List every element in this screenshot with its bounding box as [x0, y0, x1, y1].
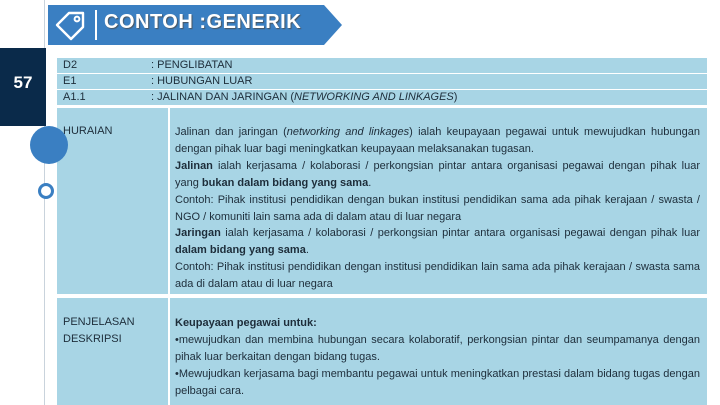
page-number: 57: [13, 73, 33, 92]
list-item: •Mewujudkan kerjasama bagi membantu pegawai untuk meningkatkan prestasi dalam bidang tugas dengan pelbagai cara.: [175, 367, 700, 397]
page-edge: [707, 52, 720, 405]
huraian-definition: Jalinan dan jaringan (networking and linkages) ialah keupayaan pegawai untuk mewujudkan hubungan dengan pihak luar bagi meningkatkan keupayaan melaksanakan tugasan.: [175, 126, 700, 155]
column-divider: [168, 298, 170, 405]
code-description: : JALINAN DAN JARINGAN (NETWORKING AND LINKAGES): [151, 91, 458, 103]
page-title: CONTOH :GENERIK: [104, 11, 302, 33]
penjelasan-text: [175, 315, 700, 400]
code-row-a11: [57, 89, 708, 105]
contoh-jaringan: Contoh: Pihak institusi pendidikan dengan institusi pendidikan lain sama ada pihak kerajaan / swasta sama ada di dalam atau di luar negara: [175, 261, 700, 291]
code-description: : PENGLIBATAN: [151, 59, 233, 71]
code-description: : HUBUNGAN LUAR: [151, 75, 253, 87]
jalinan-definition: Jalinan ialah kerjasama / kolaborasi / perkongsian pintar antara organisasi pegawai dengan pihak luar yang bukan dalam bidang yang sama.: [175, 159, 700, 189]
column-divider: [168, 108, 170, 294]
huraian-label: HURAIAN: [63, 125, 113, 137]
timeline-dot-large: [30, 126, 68, 164]
penjelasan-heading: Keupayaan pegawai untuk:: [175, 317, 317, 329]
code-label: D2: [63, 59, 78, 71]
code-label: A1.1: [63, 91, 86, 103]
huraian-text: [175, 124, 700, 293]
code-row-d2: [57, 57, 708, 73]
jaringan-definition: Jaringan ialah kerjasama / kolaborasi / perkongsian pintar antara organisasi pegawai dengan pihak luar dalam bidang yang sama.: [175, 227, 700, 257]
list-item: •mewujudkan dan membina hubungan secara kolaboratif, perkongsian pintar dan seumpamanya dengan pihak luar berkaitan dengan bidang tugas.: [175, 333, 700, 363]
penjelasan-label: PENJELASAN DESKRIPSI: [63, 316, 135, 345]
code-label: E1: [63, 75, 77, 87]
banner-divider: [95, 10, 97, 40]
code-row-e1: [57, 73, 708, 89]
tag-icon: [53, 9, 87, 41]
contoh-jalinan: Contoh: Pihak institusi pendidikan dengan bukan institusi pendidikan sama ada pihak kerajaan / swasta / NGO / komuniti lain sama ada di dalam atau di luar negara: [175, 193, 700, 223]
timeline-dot-small: [38, 183, 54, 199]
